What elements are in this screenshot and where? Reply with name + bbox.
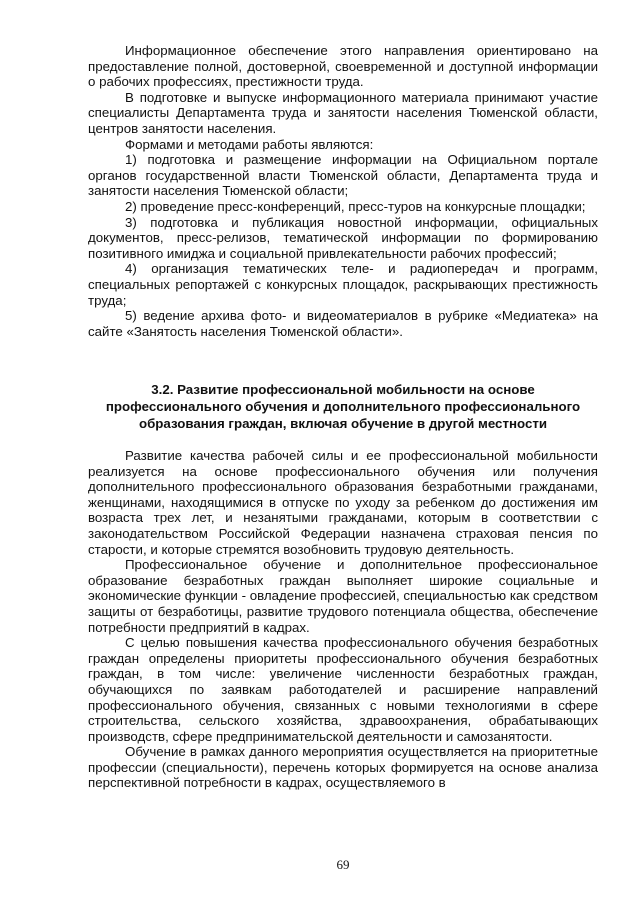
heading-line: 3.2. Развитие профессиональной мобильности на основе	[151, 382, 535, 397]
paragraph: Развитие качества рабочей силы и ее профессиональной мобильности реализуется на основе профессионального обучения или получения дополнительного профессионального образования безработными гражданами, женщинами, находящимися в отпуске по уходу за ребенком до достижения им возраста трех лет, и незанятыми гражданами, которым в соответствии с законодательством Российской Федерации назначена страховая пенсия по старости, и которые стремятся возобновить трудовую деятельность.	[88, 448, 598, 557]
paragraph: С целью повышения качества профессионального обучения безработных граждан определены приоритеты профессионального обучения безработных граждан, в том числе: увеличение численности безработных граждан, обучающихся по заявкам работодателей и расширение направлений профессионального обучения, связанных с новыми технологиями в сфере строительства, сельского хозяйства, здравоохранения, обрабатывающих производств, сфере предпринимательской деятельности и самозанятости.	[88, 635, 598, 744]
section-intro	[88, 43, 598, 339]
paragraph: Информационное обеспечение этого направления ориентировано на предоставление полной, достоверной, своевременной и доступной информации о рабочих профессиях, престижности труда.	[88, 43, 598, 90]
section-heading	[88, 381, 598, 432]
section-body	[88, 448, 598, 791]
list-item: 3) подготовка и публикация новостной информации, официальных документов, пресс-релизов, тематической информации по формированию позитивного имиджа и социальной привлекательности рабочих профессий;	[88, 214, 598, 261]
list-item: 2) проведение пресс-конференций, пресс-туров на конкурсные площадки;	[125, 198, 586, 214]
paragraph: Формами и методами работы являются:	[125, 136, 374, 152]
heading-line: образования граждан, включая обучение в другой местности	[138, 416, 548, 431]
page-number: 69	[336, 857, 350, 872]
paragraph: Обучение в рамках данного мероприятия осуществляется на приоритетные профессии (специальности), перечень которых формируется на основе анализа перспективной потребности в кадрах, осуществляемого в	[88, 744, 598, 791]
paragraph: Профессиональное обучение и дополнительное профессиональное образование безработных граждан выполняет широкие социальные и экономические функции - овладение профессией, специальностью как средством защиты от безработицы, развитие трудового потенциала общества, обеспечение потребности предприятий в кадрах.	[88, 557, 598, 635]
heading-line: профессионального обучения и дополнительного профессионального	[105, 399, 581, 414]
list-item: 4) организация тематических теле- и радиопередач и программ, специальных репортажей с конкурсных площадок, раскрывающих престижность труда;	[88, 261, 598, 308]
list-item: 5) ведение архива фото- и видеоматериалов в рубрике «Медиатека» на сайте «Занятость населения Тюменской области».	[88, 308, 598, 339]
paragraph: В подготовке и выпуске информационного материала принимают участие специалисты Департамента труда и занятости населения Тюменской области, центров занятости населения.	[88, 89, 598, 136]
list-item: 1) подготовка и размещение информации на Официальном портале органов государственной власти Тюменской области, Департамента труда и занятости населения Тюменской области;	[88, 152, 598, 199]
